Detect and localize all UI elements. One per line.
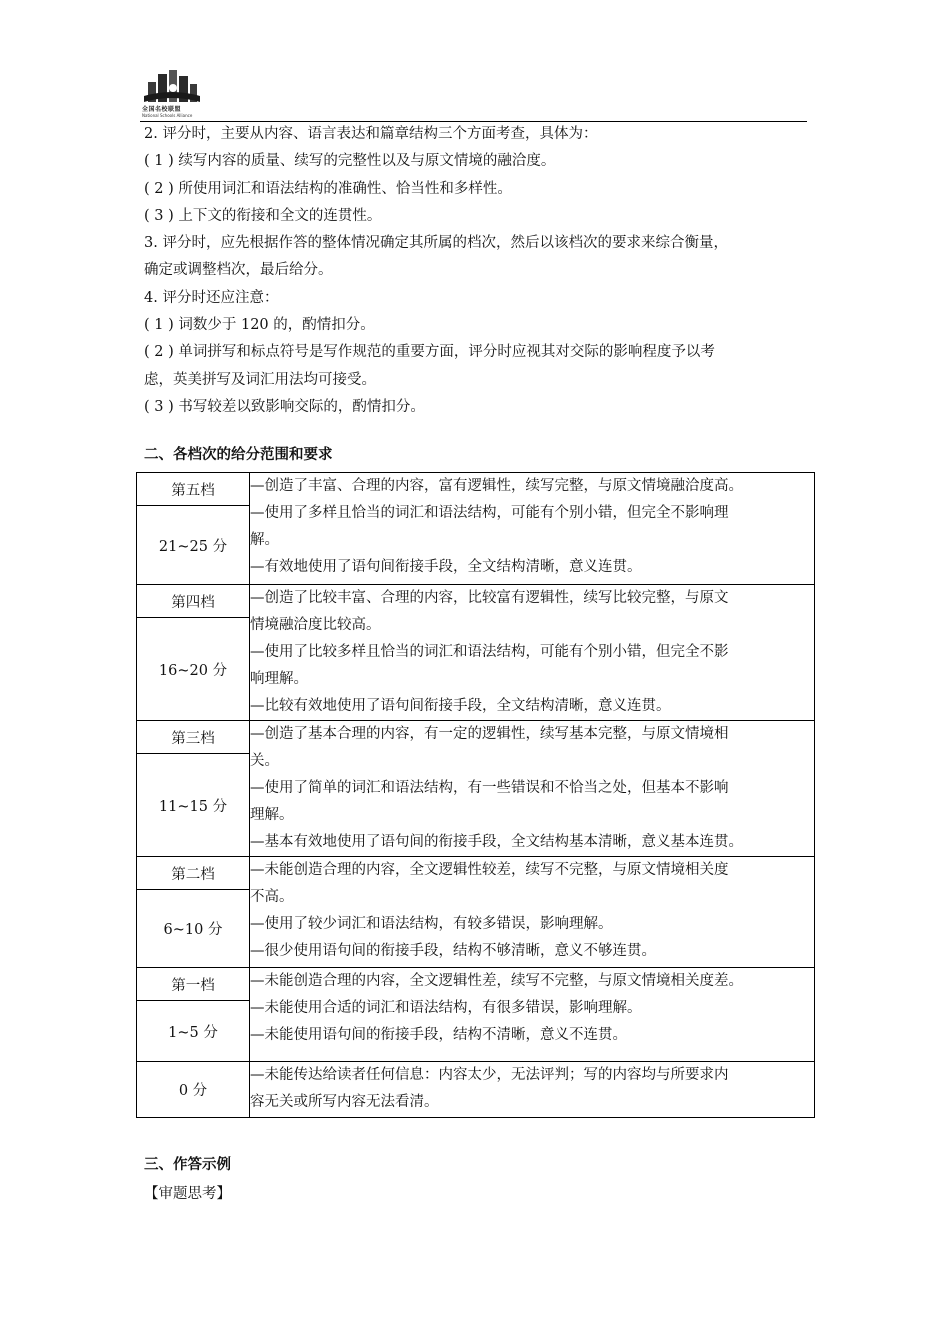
- section-2-title: 二、各档次的给分范围和要求: [144, 447, 333, 463]
- grade-description: [250, 968, 815, 1062]
- grade-level: 第一档: [137, 968, 250, 1001]
- grade-desc-line: —使用了较少词汇和语法结构，有较多错误，影响理解。: [250, 916, 613, 932]
- grade-desc-line: 不高。: [250, 889, 294, 905]
- grade-level: 第三档: [137, 721, 250, 754]
- grade-desc-line: —未能使用语句间的衔接手段，结构不清晰，意义不连贯。: [250, 1027, 627, 1043]
- grade-desc-line: 情境融洽度比较高。: [250, 617, 381, 633]
- grade-desc-line: —创造了丰富、合理的内容，富有逻辑性，续写完整，与原文情境融洽度高。: [250, 478, 743, 494]
- grade-level: 第四档: [137, 585, 250, 618]
- criteria-line: ( 1 ) 词数少于 120 的，酌情扣分。: [144, 317, 375, 334]
- grade-desc-line: 关。: [250, 753, 279, 769]
- grade-desc-line: —未能传达给读者任何信息：内容太少，无法评判；写的内容均与所要求内: [250, 1067, 729, 1083]
- logo-chinese-text: 全国名校联盟: [142, 106, 182, 113]
- grade-range: 16~20 分: [137, 618, 250, 721]
- grade-desc-line: —使用了多样且恰当的词汇和语法结构，可能有个别小错，但完全不影响理: [250, 505, 729, 521]
- grade-desc-line: 容无关或所写内容无法看清。: [250, 1094, 439, 1110]
- grade-desc-line: 响理解。: [250, 671, 308, 687]
- grade-desc-line: 理解。: [250, 807, 294, 823]
- grade-desc-line: —未能创造合理的内容，全文逻辑性较差，续写不完整，与原文情境相关度: [250, 862, 729, 878]
- grade-range: 1~5 分: [137, 1001, 250, 1062]
- grade-range: 11~15 分: [137, 754, 250, 857]
- criteria-line: ( 3 ) 书写较差以致影响交际的，酌情扣分。: [144, 398, 425, 415]
- section-3-title: 三、作答示例: [144, 1157, 231, 1173]
- grade-description: [250, 473, 815, 585]
- scoring-criteria: [144, 121, 814, 421]
- logo-english-text: National Schools Alliance: [142, 113, 193, 118]
- grade-desc-line: —使用了简单的词汇和语法结构，有一些错误和不恰当之处，但基本不影响: [250, 780, 729, 796]
- criteria-line: 虑，英美拼写及词汇用法均可接受。: [144, 371, 376, 388]
- grade-level: 第五档: [137, 473, 250, 506]
- grade-desc-line: —比较有效地使用了语句间衔接手段，全文结构清晰，意义连贯。: [250, 698, 671, 714]
- grade-desc-line: —未能使用合适的词汇和语法结构，有很多错误，影响理解。: [250, 1000, 642, 1016]
- grade-desc-line: —未能创造合理的内容，全文逻辑性差，续写不完整，与原文情境相关度差。: [250, 973, 743, 989]
- grade-level: 第二档: [137, 857, 250, 890]
- grade-desc-line: —基本有效地使用了语句间的衔接手段，全文结构基本清晰，意义基本连贯。: [250, 834, 743, 850]
- grade-description: [250, 857, 815, 968]
- grade-desc-line: 解。: [250, 532, 279, 548]
- criteria-line: 4. 评分时还应注意：: [144, 289, 279, 306]
- criteria-line: 3. 评分时，应先根据作答的整体情况确定其所属的档次，然后以该档次的要求来综合衡量，: [144, 235, 728, 252]
- grade-desc-line: —有效地使用了语句间衔接手段，全文结构清晰，意义连贯。: [250, 559, 642, 575]
- grade-desc-line: —创造了基本合理的内容，有一定的逻辑性，续写基本完整，与原文情境相: [250, 726, 729, 742]
- grade-desc-line: —使用了比较多样且恰当的词汇和语法结构，可能有个别小错，但完全不影: [250, 644, 729, 660]
- criteria-line: ( 1 ) 续写内容的质量、续写的完整性以及与原文情境的融洽度。: [144, 153, 556, 170]
- grade-range: 6~10 分: [137, 890, 250, 968]
- criteria-line: ( 2 ) 单词拼写和标点符号是写作规范的重要方面，评分时应视其对交际的影响程度予以考: [144, 344, 715, 361]
- grade-table: [136, 472, 815, 1118]
- grade-description: [250, 1062, 815, 1118]
- criteria-line: 确定或调整档次，最后给分。: [144, 262, 333, 279]
- grade-range: 21~25 分: [137, 506, 250, 585]
- grade-range: 0 分: [137, 1062, 250, 1118]
- criteria-line: ( 3 ) 上下文的衔接和全文的连贯性。: [144, 207, 382, 224]
- grade-desc-line: —创造了比较丰富、合理的内容，比较富有逻辑性，续写比较完整，与原文: [250, 590, 729, 606]
- criteria-line: 2. 评分时，主要从内容、语言表达和篇章结构三个方面考查，具体为：: [144, 126, 598, 142]
- criteria-line: ( 2 ) 所使用词汇和语法结构的准确性、恰当性和多样性。: [144, 180, 512, 197]
- grade-description: [250, 585, 815, 721]
- review-label: 【审题思考】: [144, 1186, 231, 1202]
- grade-desc-line: —很少使用语句间的衔接手段，结构不够清晰，意义不够连贯。: [250, 943, 656, 959]
- grade-description: [250, 721, 815, 857]
